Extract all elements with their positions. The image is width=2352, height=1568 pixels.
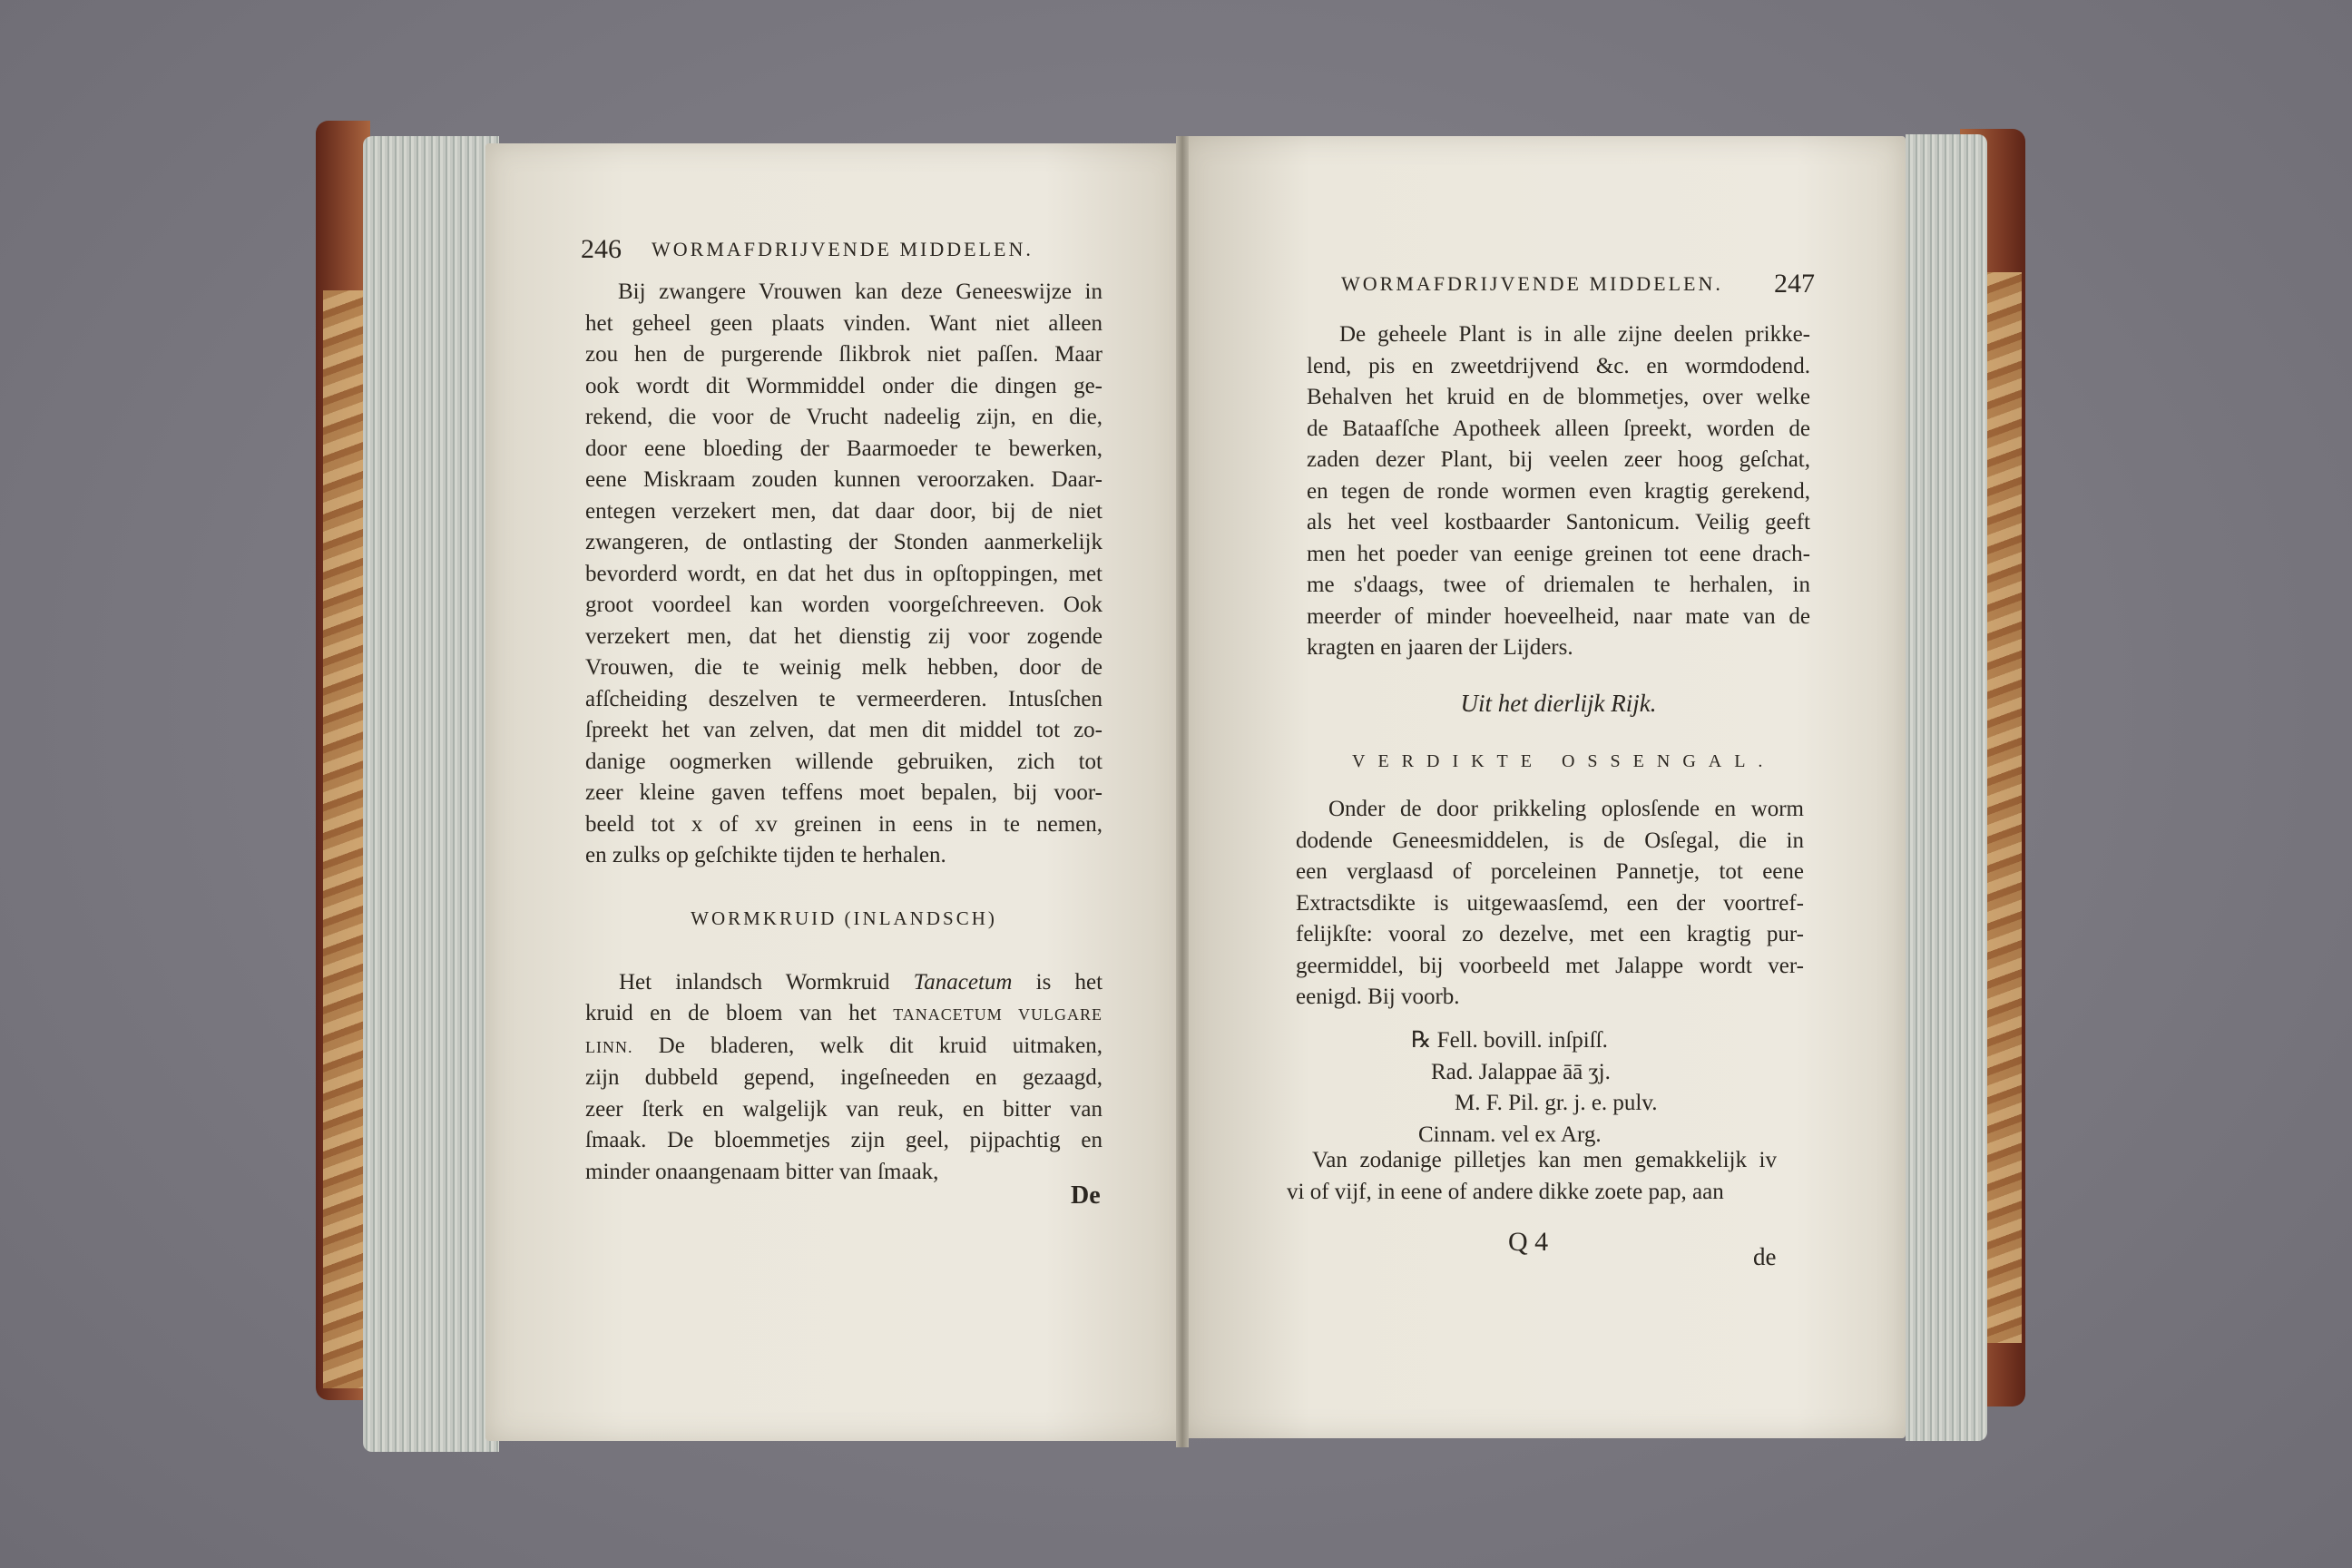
lp1-line: beeld tot x of xv greinen in eens in te nemen, — [585, 811, 1102, 837]
lp1-line: Vrouwen, die te weinig melk hebben, door de — [585, 655, 1102, 680]
lp1-line: bevorderd wordt, en dat het dus in opſtoppingen, met — [585, 561, 1102, 586]
recipe-line: Rad. Jalappae āā ʒj. — [1431, 1059, 1611, 1084]
right-catchword: de — [1753, 1243, 1777, 1270]
signature-mark: Q 4 — [1508, 1227, 1549, 1257]
book-gutter — [1176, 136, 1189, 1447]
rp2-line: een verglaasd of porceleinen Pannetje, tot eene — [1296, 859, 1804, 884]
lp2rest-line: zeer ſterk en walgelijk van reuk, en bitter van — [585, 1096, 1102, 1122]
lp1-line: ſpreekt het van zelven, dat men dit middel tot zo- — [585, 718, 1102, 742]
rp2-line: Onder de door prikkeling oplosſende en worm — [1328, 797, 1804, 821]
right-paragraph-3 — [1287, 1145, 1777, 1208]
page-block-left — [363, 136, 499, 1452]
lp1-line: en zulks op geſchikte tijden te herhalen. — [585, 843, 946, 867]
right-running-head: WORMAFDRIJVENDE MIDDELEN. — [1341, 272, 1723, 295]
rp1-line: Behalven het kruid en de blommetjes, over welke — [1307, 385, 1810, 409]
left-page-number: 246 — [581, 234, 622, 264]
lp1-line: zwangeren, de ontlasting der Stonden aanmerkelijk — [585, 530, 1102, 554]
right-page-number: 247 — [1774, 269, 1815, 299]
left-paragraph-2 — [619, 967, 1102, 999]
rp1-line: De geheele Plant is in alle zijne deelen prikke- — [1339, 322, 1810, 347]
right-section-heading: VERDIKTE OSSENGAL. — [1352, 751, 1776, 771]
lp1-line: ook wordt dit Wormmiddel onder die dingen ge- — [585, 373, 1102, 398]
rp2-line: eenigd. Bij voorb. — [1296, 985, 1460, 1009]
lp1-line: zou hen de purgerende ſlikbrok niet paſſen. Maar — [585, 342, 1102, 367]
left-p2-line1: Het inlandsch Wormkruid Tanacetum is het — [619, 970, 1103, 995]
right-paragraph-2 — [1296, 794, 1804, 1014]
page-block-right — [1906, 134, 1987, 1441]
rp2-line: felijkſte: vooral zo dezelve, met een kragtig pur- — [1296, 922, 1804, 946]
rp2-line: dodende Geneesmiddelen, is de Osſegal, die in — [1296, 828, 1804, 853]
rp1-line: men het poeder van eenige greinen tot eene drach- — [1307, 541, 1810, 566]
recipe-line: Cinnam. vel ex Arg. — [1418, 1122, 1602, 1147]
lp1-line: verzekert men, dat het dienstig zij voor zogende — [585, 623, 1102, 649]
rp1-line: meerder of minder hoeveelheid, naar mate van de — [1307, 603, 1810, 629]
left-section-heading: WORMKRUID (INLANDSCH) — [691, 907, 997, 929]
rp1-line: als het veel kostbaarder Santonicum. Veilig geeft — [1307, 510, 1810, 534]
left-paragraph-1 — [585, 277, 1102, 872]
recipe-line: M. F. Pil. gr. j. e. pulv. — [1455, 1091, 1658, 1115]
rp1-line: lend, pis en zweetdrijvend &c. en wormdodend. — [1307, 353, 1810, 378]
recipe-line: ℞ Fell. bovill. inſpiſſ. — [1411, 1028, 1608, 1053]
prescription-recipe — [1411, 1025, 1774, 1151]
left-catchword: De — [1071, 1181, 1101, 1210]
lp1-line: eene Miskraam zouden kunnen veroorzaken. Daar- — [585, 467, 1102, 492]
left-paragraph-2-cont — [585, 998, 1102, 1188]
rp3-line: Van zodanige pilletjes kan men gemakkelijk iv — [1312, 1148, 1777, 1172]
rp1-line: me s'daags, twee of driemalen te herhalen, in — [1307, 573, 1810, 597]
lp2rest-line: zijn dubbeld gepend, ingeſneeden en gezaagd, — [585, 1065, 1102, 1090]
lp1-line: groot voordeel kan worden voorgeſchreeven. Ook — [585, 593, 1102, 617]
lp1-line: rekend, die voor de Vrucht nadeelig zijn, en die, — [585, 405, 1102, 429]
right-paragraph-1 — [1307, 319, 1810, 664]
rp1-line: en tegen de ronde wormen even kragtig gerekend, — [1307, 478, 1810, 504]
rp1-line: zaden dezer Plant, bij veelen zeer hoog geſchat, — [1307, 447, 1810, 472]
left-p2-line3: LINN. De bladeren, welk dit kruid uitmaken, — [585, 1033, 1103, 1058]
right-subheading: Uit het dierlijk Rijk. — [1460, 690, 1657, 717]
rp2-line: geermiddel, bij voorbeeld met Jalappe wordt ver- — [1296, 953, 1804, 978]
rp1-line: kragten en jaaren der Lijders. — [1307, 635, 1573, 660]
latin-genus: Tanacetum — [913, 970, 1013, 995]
lp2rest-line: minder onaangenaam bitter van ſmaak, — [585, 1159, 939, 1184]
lp1-line: Bij zwangere Vrouwen kan deze Geneeswijze in — [618, 279, 1102, 304]
rp1-line: de Bataafſche Apotheek alleen ſpreekt, worden de — [1307, 416, 1810, 441]
rp3-line: vi of vijf, in eene of andere dikke zoete pap, aan — [1287, 1179, 1724, 1204]
lp1-line: het geheel geen plaats vinden. Want niet alleen — [585, 310, 1102, 336]
lp1-line: door eene bloeding der Baarmoeder te bewerken, — [585, 436, 1102, 461]
left-p2-rest — [585, 1063, 1102, 1188]
lp1-line: afſcheiding deszelven te vermeerderen. Intusſchen — [585, 686, 1102, 711]
rp2-line: Extractsdikte is uitgewaasſemd, een der voortref- — [1296, 890, 1804, 916]
lp1-line: danige oogmerken willende gebruiken, zich tot — [585, 749, 1102, 774]
lp2rest-line: ſmaak. De bloemmetjes zijn geel, pijpachtig en — [585, 1128, 1102, 1152]
lp1-line: zeer kleine gaven teffens moet bepalen, bij voor- — [585, 780, 1102, 805]
left-running-head: WORMAFDRIJVENDE MIDDELEN. — [652, 238, 1034, 260]
lp1-line: entegen verzekert men, dat daar door, bij de niet — [585, 498, 1102, 524]
left-p2-line2: kruid en de bloem van het TANACETUM VULGARE — [585, 1001, 1103, 1025]
species-name: TANACETUM VULGARE — [893, 1005, 1103, 1024]
